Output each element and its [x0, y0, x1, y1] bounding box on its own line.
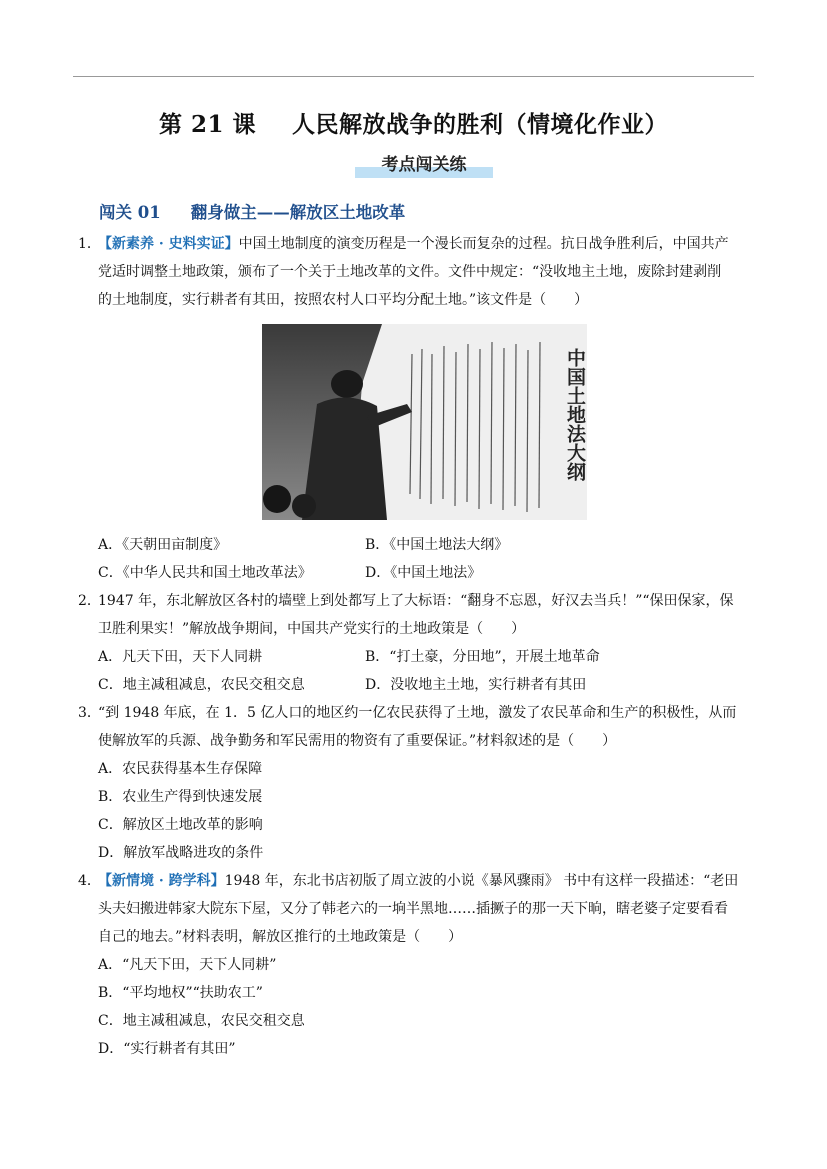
- option-d: D．没收地主土地，实行耕者有其田: [365, 677, 587, 693]
- question-4: [78, 867, 758, 951]
- option-a: A．农民获得基本生存保障: [98, 761, 263, 777]
- question-text: 1947 年，东北解放区各村的墙壁上到处都写上了大标语：“翻身不忘恩，好汉去当兵！”“保田保家，保: [98, 593, 734, 609]
- question-text: 1948 年，东北书店初版了周立波的小说《暴风骤雨》 书中有这样一段描述：“老田: [224, 873, 739, 889]
- section-badge: [355, 150, 493, 178]
- option-a: A．凡天下田，天下人同耕: [98, 649, 263, 665]
- question-2: [78, 587, 758, 643]
- question-text: 中国土地制度的演变历程是一个漫长而复杂的过程。抗日战争胜利后，中国共产: [238, 236, 729, 252]
- question-text: 头夫妇搬进韩家大院东下屋，又分了韩老六的一垧半黑地……插撅子的那一天下晌，瞎老婆子定要看看: [98, 901, 728, 917]
- option-a: A．“凡天下田，天下人同耕”: [98, 957, 277, 973]
- photo-caption: 中国土地法大纲: [564, 348, 586, 481]
- header-rule: [73, 76, 754, 77]
- question-number: 2．: [78, 593, 101, 609]
- option-c: C．解放区土地改革的影响: [98, 817, 263, 833]
- section-label: 闯关 01: [99, 203, 161, 222]
- option-a: A．《天朝田亩制度》: [98, 537, 228, 553]
- lesson-title: 人民解放战争的胜利（情境化作业）: [292, 111, 669, 138]
- option-c: C．地主减租减息，农民交租交息: [98, 677, 305, 693]
- badge-label: 考点闯关练: [381, 155, 467, 175]
- question-3: [78, 699, 758, 755]
- lesson-number: 第 21 课: [158, 111, 257, 138]
- option-c: C．《中华人民共和国土地改革法》: [98, 565, 312, 581]
- question-tag: 【新情境 · 跨学科】: [98, 873, 225, 889]
- question-text: 自己的地去。”材料表明，解放区推行的土地政策是（ ）: [98, 929, 463, 945]
- question-text: 的土地制度，实行耕者有其田，按照农村人口平均分配土地。”该文件是（ ）: [98, 292, 589, 308]
- option-c: C．地主减租减息，农民交租交息: [98, 1013, 305, 1029]
- section-heading: [99, 199, 405, 223]
- question-text: 卫胜利果实！”解放战争期间，中国共产党实行的土地政策是（ ）: [98, 621, 526, 637]
- option-b: B．《中国土地法大纲》: [365, 537, 509, 553]
- page-title: [0, 106, 827, 139]
- question-text: 使解放军的兵源、战争勤务和军民需用的物资有了重要保证。”材料叙述的是（ ）: [98, 733, 617, 749]
- photo-illustration: [262, 324, 587, 520]
- question-number: 4．: [78, 873, 101, 889]
- option-d: D．《中国土地法》: [365, 565, 482, 581]
- option-b: B．“打土豪，分田地”，开展土地革命: [365, 649, 600, 665]
- historical-photo: [262, 324, 587, 520]
- question-text: 党适时调整土地政策，颁布了一个关于土地改革的文件。文件中规定：“没收地主土地，废除封建剥削: [98, 264, 722, 280]
- option-d: D．解放军战略进攻的条件: [98, 845, 264, 861]
- option-b: B．农业生产得到快速发展: [98, 789, 263, 805]
- question-number: 1．: [78, 236, 101, 252]
- option-d: D．“实行耕者有其田”: [98, 1041, 236, 1057]
- question-tag: 【新素养 · 史料实证】: [98, 236, 239, 252]
- question-number: 3．: [78, 705, 101, 721]
- question-1: [78, 230, 758, 314]
- section-title: 翻身做主——解放区土地改革: [190, 203, 406, 222]
- question-text: “到 1948 年底，在 1．5 亿人口的地区约一亿农民获得了土地，激发了农民革命和生产的积极性，从而: [98, 705, 737, 721]
- option-b: B．“平均地权”“扶助农工”: [98, 985, 263, 1001]
